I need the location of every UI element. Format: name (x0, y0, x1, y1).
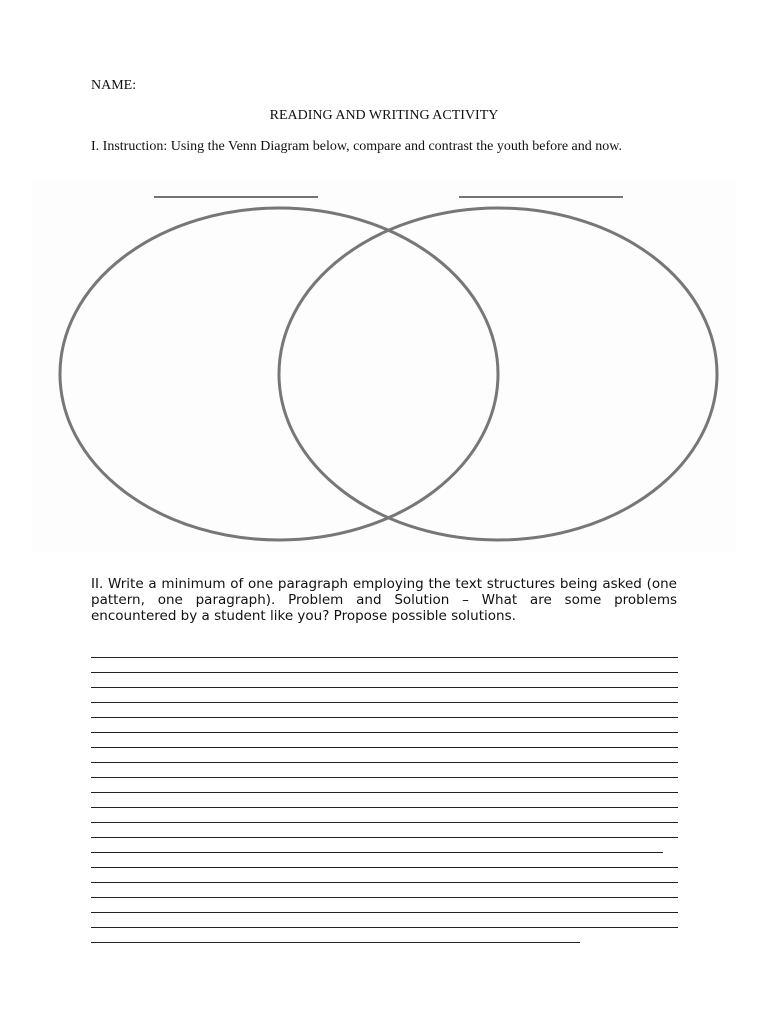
writing-area[interactable] (91, 643, 678, 943)
writing-line[interactable] (91, 733, 678, 748)
writing-line[interactable] (91, 643, 678, 658)
writing-line[interactable] (91, 688, 678, 703)
writing-line[interactable] (91, 913, 678, 928)
writing-line[interactable] (91, 718, 678, 733)
writing-line[interactable] (91, 868, 678, 883)
writing-line[interactable] (91, 673, 678, 688)
writing-line[interactable] (91, 823, 678, 838)
name-label: NAME: (91, 78, 137, 93)
writing-line[interactable] (91, 658, 678, 673)
writing-line[interactable] (91, 793, 678, 808)
writing-line[interactable] (91, 898, 678, 913)
instruction-text: I. Instruction: Using the Venn Diagram below, compare and contrast the youth before and now. (91, 139, 622, 154)
writing-line[interactable] (91, 928, 580, 943)
writing-line[interactable] (91, 703, 678, 718)
writing-prompt: II. Write a minimum of one paragraph employing the text structures being asked (one pattern, one paragraph). Problem and Solution – What are some problems encountered by a student like you? Propose possible solutions. (91, 576, 677, 624)
writing-line[interactable] (91, 778, 678, 793)
page-title: READING AND WRITING ACTIVITY (269, 108, 499, 123)
venn-diagram (32, 180, 736, 552)
writing-line[interactable] (91, 808, 678, 823)
writing-line[interactable] (91, 763, 678, 778)
writing-line[interactable] (91, 838, 663, 853)
writing-line[interactable] (91, 883, 678, 898)
writing-line[interactable] (91, 853, 678, 868)
writing-line[interactable] (91, 748, 678, 763)
